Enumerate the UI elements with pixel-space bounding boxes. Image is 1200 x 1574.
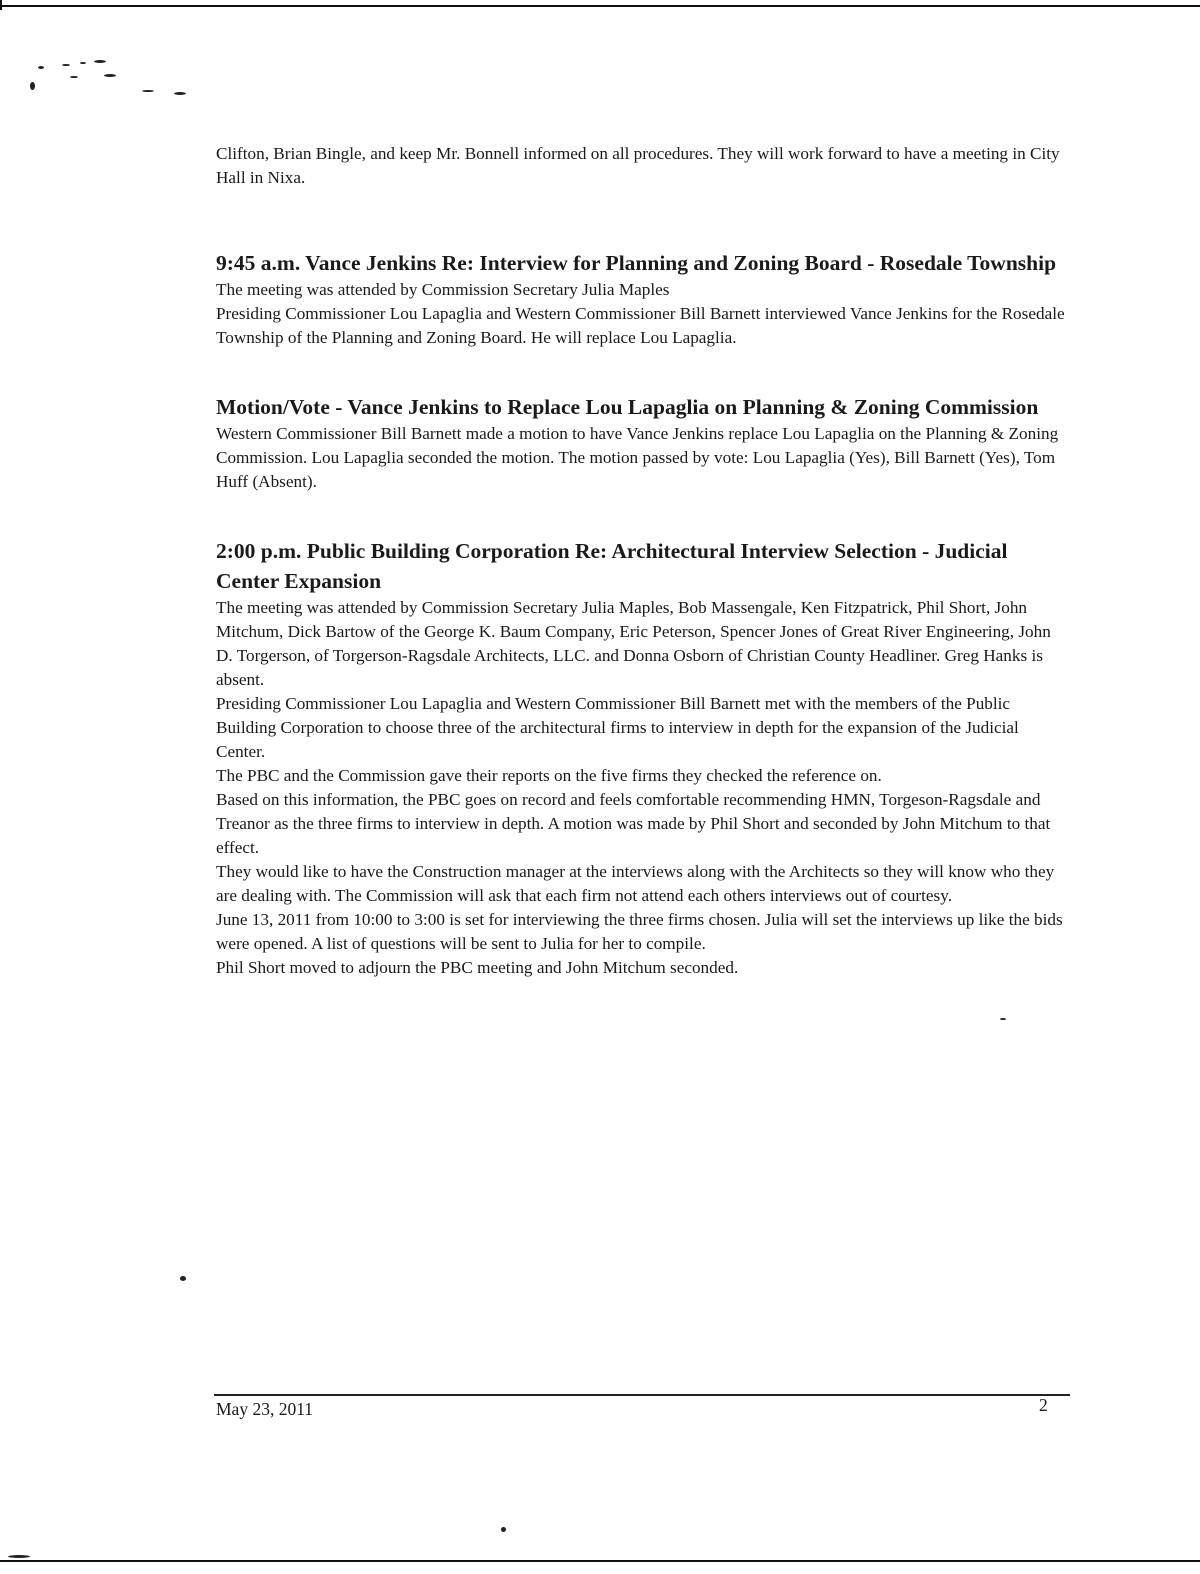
footer-divider — [214, 1394, 1070, 1396]
page-number: 2 — [1039, 1395, 1048, 1415]
section-paragraph: The meeting was attended by Commission Secretary Julia Maples, Bob Massengale, Ken Fitzpatrick, Phil Short, John Mitchum, Dick Bartow of the George K. Baum Company, Eric Peterson, Spencer Jones of Great River Engineering, John D. Torgerson, of Torgerson-Ragsdale Architects, LLC. and Donna Osborn of Christian County Headliner. Greg Hanks is absent. — [216, 598, 1051, 689]
section-paragraph: Presiding Commissioner Lou Lapaglia and Western Commissioner Bill Barnett interviewed Vance Jenkins for the Rosedale Township of the Planning and Zoning Board. He will replace Lou Lapaglia. — [216, 304, 1065, 347]
section-public-building-corporation — [216, 536, 1066, 980]
section-paragraph: June 13, 2011 from 10:00 to 3:00 is set for interviewing the three firms chosen. Julia will set the interviews up like the bids were opened. A list of questions will be sent to Julia for her to compile. — [216, 910, 1063, 953]
section-paragraph: They would like to have the Construction manager at the interviews along with the Architects so they will know who they are dealing with. The Commission will ask that each firm not attend each others interviews out of courtesy. — [216, 862, 1055, 905]
section-heading: 9:45 a.m. Vance Jenkins Re: Interview for Planning and Zoning Board - Rosedale Township — [216, 251, 1057, 275]
section-motion-vote — [216, 392, 1066, 494]
section-vance-jenkins-interview — [216, 248, 1066, 350]
section-heading: Motion/Vote - Vance Jenkins to Replace Lou Lapaglia on Planning & Zoning Commission — [216, 395, 1039, 419]
section-paragraph: Based on this information, the PBC goes on record and feels comfortable recommending HMN, Torgeson-Ragsdale and Treanor as the three firms to interview in depth. A motion was made by Phil Short and seconded by John Mitchum to that effect. — [216, 790, 1051, 857]
section-paragraph: The PBC and the Commission gave their reports on the five firms they checked the reference on. — [216, 766, 882, 785]
section-paragraph: The meeting was attended by Commission Secretary Julia Maples — [216, 280, 670, 299]
scan-top-tick — [0, 0, 2, 10]
section-heading: 2:00 p.m. Public Building Corporation Re: Architectural Interview Selection - Judicial Center Expansion — [216, 539, 1008, 593]
section-paragraph: Presiding Commissioner Lou Lapaglia and Western Commissioner Bill Barnett met with the members of the Public Building Corporation to choose three of the architectural firms to interview in depth for the expansion of the Judicial Center. — [216, 694, 1019, 761]
minutes-body — [216, 142, 1066, 980]
scan-bottom-border — [0, 1560, 1200, 1562]
intro-paragraph: Clifton, Brian Bingle, and keep Mr. Bonnell informed on all procedures. They will work forward to have a meeting in City Hall in Nixa. — [216, 144, 1060, 187]
section-paragraph: Phil Short moved to adjourn the PBC meeting and John Mitchum seconded. — [216, 958, 739, 977]
footer-date: May 23, 2011 — [216, 1399, 314, 1419]
section-paragraph: Western Commissioner Bill Barnett made a motion to have Vance Jenkins replace Lou Lapaglia on the Planning & Zoning Commission. Lou Lapaglia seconded the motion. The motion passed by vote: Lou Lapaglia (Yes), Bill Barnett (Yes), Tom Huff (Absent). — [216, 424, 1059, 491]
scan-top-border — [0, 5, 1200, 7]
